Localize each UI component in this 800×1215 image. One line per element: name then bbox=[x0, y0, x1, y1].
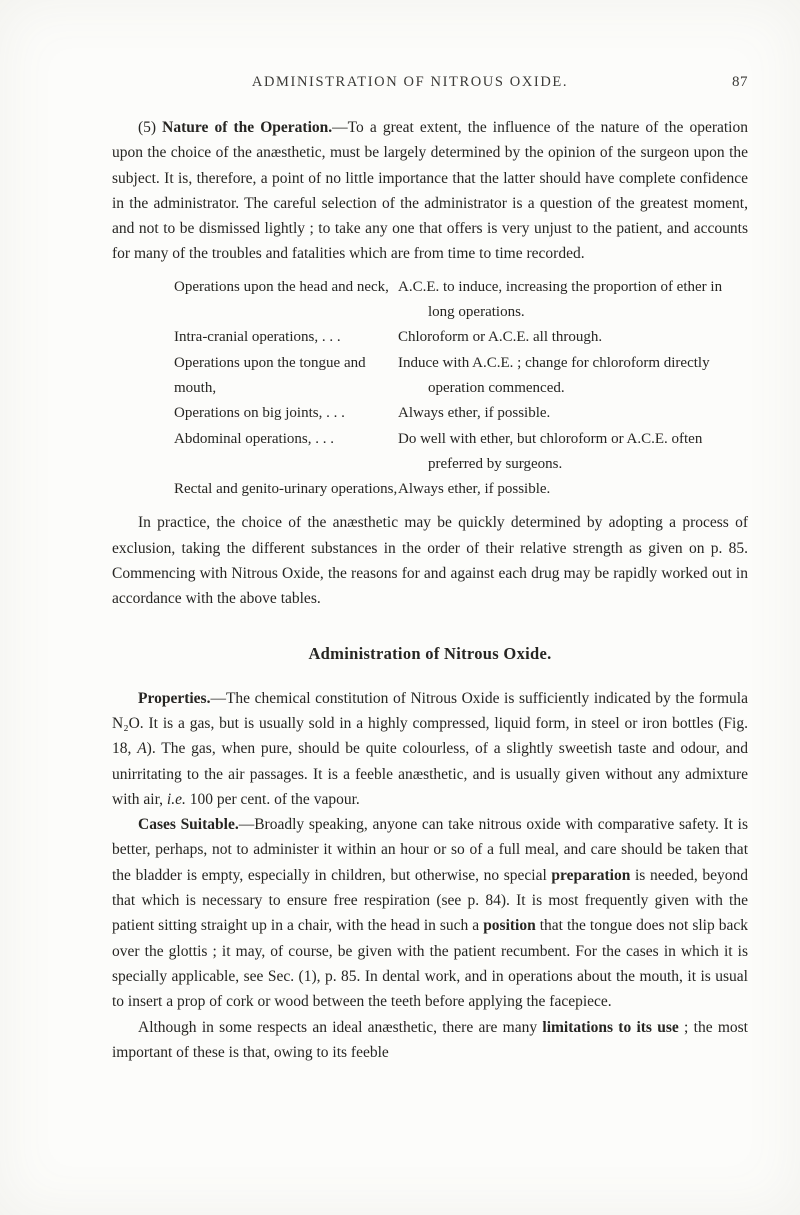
anaesthetic-cell: Always ether, if possible. bbox=[398, 405, 551, 422]
running-header bbox=[112, 74, 748, 91]
paragraph-cases-suitable: Cases Suitable.—Broadly speaking, anyone can take nitrous oxide with comparative safety. It is better, perhaps, not to administer it within an hour or so of a full meal, and care should be taken that the bladder is empty, especially in children, but otherwise, no special preparation is needed, beyond that which is necessary to ensure free respiration (see p. 84). It is most frequently given with the patient sitting straight up in a chair, with the head in such a position that the tongue does not slip back over the glottis ; it may, of course, be given with the patient recumbent. For the cases in which it is specially applicable, see Sec. (1), p. 85. In dental work, and in operations about the mouth, it is usual to insert a prop of cork or wood between the teeth before applying the facepiece. bbox=[112, 816, 749, 1011]
operation-cell: Operations upon the head and neck, bbox=[174, 278, 389, 295]
page-number: 87 bbox=[732, 74, 748, 90]
anaesthetic-cell: Chloroform or A.C.E. all through. bbox=[398, 329, 603, 346]
operation-cell: Rectal and genito-urinary operations, bbox=[174, 481, 398, 498]
table-row bbox=[112, 275, 748, 326]
operation-cell: Intra-cranial operations, . . . bbox=[174, 329, 341, 346]
table-row bbox=[112, 427, 748, 478]
operation-cell: Operations on big joints, . . . bbox=[174, 405, 345, 422]
paragraph-nature-of-operation: (5) Nature of the Operation.—To a great extent, the influence of the nature of the operation upon the choice of the anæsthetic, must be largely determined by the opinion of the surgeon upon the subject. It is, therefore, a point of no little importance that the latter should have complete confidence in the administrator. The careful selection of the administrator is a question of the greatest moment, and not to be dismissed lightly ; to take any one that offers is very unjust to the patient, and accounts for many of the troubles and fatalities which are from time to time recorded. bbox=[112, 119, 748, 263]
anaesthetic-cell: Do well with ether, but chloroform or A.C.E. often preferred by surgeons. bbox=[398, 430, 703, 472]
anaesthetic-cell: Always ether, if possible. bbox=[398, 481, 551, 498]
table-row bbox=[112, 351, 748, 402]
page-content bbox=[112, 74, 748, 1065]
operations-anaesthetic-table bbox=[112, 275, 748, 503]
paragraph-properties: Properties.—The chemical constitution of Nitrous Oxide is sufficiently indicated by the formula N₂O. It is a gas, but is usually sold in a highly compressed, liquid form, in steel or iron bottles (Fig. 18, A). The gas, when pure, should be quite colourless, of a slightly sweetish taste and odour, and unirritating to the air passages. It is a feeble anæsthetic, and is usually given without any admixture with air, i.e. 100 per cent. of the vapour. bbox=[112, 689, 749, 808]
table-row bbox=[112, 325, 748, 350]
table-row bbox=[112, 401, 748, 426]
table-row bbox=[112, 477, 748, 502]
section-heading: Administration of Nitrous Oxide. bbox=[308, 643, 552, 663]
paragraph-limitations: Although in some respects an ideal anæsthetic, there are many limitations to its use ; the most important of these is that, owing to its feeble bbox=[112, 1018, 748, 1061]
operation-cell: Abdominal operations, . . . bbox=[174, 430, 334, 447]
paragraph-in-practice: In practice, the choice of the anæsthetic may be quickly determined by adopting a process of exclusion, taking the different substances in the order of their relative strength as given on p. 85. Commencing with Nitrous Oxide, the reasons for and against each drug may be rapidly worked out in accordance with the above tables. bbox=[112, 514, 748, 608]
anaesthetic-cell: A.C.E. to induce, increasing the proportion of ether in long operations. bbox=[398, 278, 723, 321]
anaesthetic-cell: Induce with A.C.E. ; change for chloroform directly operation commenced. bbox=[398, 354, 710, 396]
page-header-title: ADMINISTRATION OF NITROUS OXIDE. bbox=[251, 74, 569, 90]
operation-cell: Operations upon the tongue and mouth, bbox=[174, 354, 366, 396]
